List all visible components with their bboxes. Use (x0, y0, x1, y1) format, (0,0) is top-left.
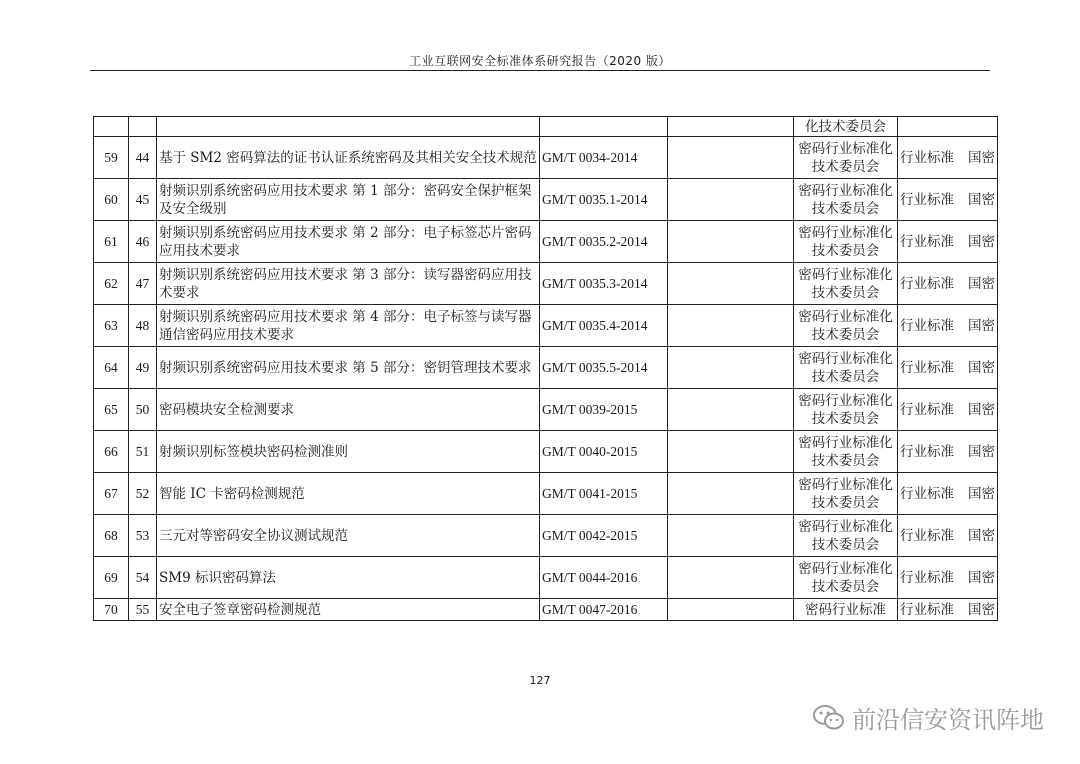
cell-blank (668, 599, 794, 621)
cell-domain: 国密 (968, 191, 995, 208)
cell-type: 行业标准 (900, 569, 954, 586)
cell-sub: 54 (129, 557, 157, 599)
table-row (94, 221, 998, 263)
standards-table (93, 116, 998, 621)
cell-type: 行业标准 (900, 317, 954, 334)
cell-code: GM/T 0035.4-2014 (540, 305, 668, 347)
cell-sub: 45 (129, 179, 157, 221)
cell-type: 行业标准 (900, 191, 954, 208)
cell-domain: 国密 (968, 317, 995, 334)
cell-code: GM/T 0034-2014 (540, 137, 668, 179)
cell-type (898, 117, 998, 137)
cell-type: 行业标准 (900, 601, 954, 618)
cell-code: GM/T 0041-2015 (540, 473, 668, 515)
cell-org: 化技术委员会 (794, 117, 898, 137)
cell-no: 65 (94, 389, 129, 431)
cell-type: 行业标准 (900, 233, 954, 250)
cell-type-domain (898, 599, 998, 621)
cell-code: GM/T 0035.1-2014 (540, 179, 668, 221)
cell-sub: 48 (129, 305, 157, 347)
cell-no: 68 (94, 515, 129, 557)
cell-org: 密码行业标准化技术委员会 (794, 557, 898, 599)
table-row (94, 389, 998, 431)
cell-no: 61 (94, 221, 129, 263)
cell-type-domain (898, 347, 998, 389)
cell-blank (668, 221, 794, 263)
cell-org: 密码行业标准化技术委员会 (794, 179, 898, 221)
table-row-continued (94, 117, 998, 137)
cell-blank (668, 431, 794, 473)
cell-name: 三元对等密码安全协议测试规范 (157, 515, 540, 557)
cell-code: GM/T 0035.5-2014 (540, 347, 668, 389)
cell-name: SM9 标识密码算法 (157, 557, 540, 599)
cell-domain: 国密 (968, 401, 995, 418)
cell-org: 密码行业标准化技术委员会 (794, 515, 898, 557)
cell-name: 射频识别标签模块密码检测准则 (157, 431, 540, 473)
cell-code: GM/T 0039-2015 (540, 389, 668, 431)
page-number: 127 (529, 674, 551, 687)
cell-domain: 国密 (968, 485, 995, 502)
cell-sub: 53 (129, 515, 157, 557)
cell-type: 行业标准 (900, 485, 954, 502)
cell-type-domain (898, 473, 998, 515)
cell-no: 66 (94, 431, 129, 473)
cell-type-domain (898, 557, 998, 599)
cell-name: 射频识别系统密码应用技术要求 第 1 部分：密码安全保护框架及安全级别 (157, 179, 540, 221)
cell-name: 密码模块安全检测要求 (157, 389, 540, 431)
watermark-text: 前沿信安资讯阵地 (852, 706, 1044, 734)
cell-sub: 50 (129, 389, 157, 431)
cell-no: 69 (94, 557, 129, 599)
cell-domain: 国密 (968, 359, 995, 376)
cell-no: 70 (94, 599, 129, 621)
cell-domain: 国密 (968, 443, 995, 460)
cell-blank (668, 305, 794, 347)
cell-name (157, 117, 540, 137)
cell-name: 射频识别系统密码应用技术要求 第 2 部分：电子标签芯片密码应用技术要求 (157, 221, 540, 263)
cell-type: 行业标准 (900, 443, 954, 460)
table-row (94, 599, 998, 621)
table-row (94, 305, 998, 347)
cell-code: GM/T 0040-2015 (540, 431, 668, 473)
cell-blank (668, 179, 794, 221)
cell-blank (668, 263, 794, 305)
cell-no: 62 (94, 263, 129, 305)
cell-code: GM/T 0044-2016 (540, 557, 668, 599)
cell-domain: 国密 (968, 569, 995, 586)
header-rule (90, 70, 990, 71)
cell-type: 行业标准 (900, 401, 954, 418)
cell-no: 63 (94, 305, 129, 347)
cell-sub: 46 (129, 221, 157, 263)
cell-blank (668, 515, 794, 557)
cell-no: 60 (94, 179, 129, 221)
cell-org: 密码行业标准化技术委员会 (794, 305, 898, 347)
page-header-title: 工业互联网安全标准体系研究报告（2020 版） (409, 54, 671, 68)
cell-blank (668, 389, 794, 431)
cell-type-domain (898, 263, 998, 305)
cell-no: 64 (94, 347, 129, 389)
cell-name: 安全电子签章密码检测规范 (157, 599, 540, 621)
cell-domain: 国密 (968, 527, 995, 544)
cell-sub: 47 (129, 263, 157, 305)
cell-domain: 国密 (968, 601, 995, 618)
cell-name: 基于 SM2 密码算法的证书认证系统密码及其相关安全技术规范 (157, 137, 540, 179)
cell-blank (668, 557, 794, 599)
cell-sub: 44 (129, 137, 157, 179)
cell-domain: 国密 (968, 233, 995, 250)
cell-org: 密码行业标准 (794, 599, 898, 621)
cell-domain: 国密 (968, 149, 995, 166)
cell-type-domain (898, 389, 998, 431)
cell-sub (129, 117, 157, 137)
cell-no: 59 (94, 137, 129, 179)
cell-org: 密码行业标准化技术委员会 (794, 347, 898, 389)
cell-domain: 国密 (968, 275, 995, 292)
cell-code: GM/T 0047-2016 (540, 599, 668, 621)
cell-type: 行业标准 (900, 149, 954, 166)
cell-type: 行业标准 (900, 527, 954, 544)
watermark (812, 700, 1044, 735)
cell-org: 密码行业标准化技术委员会 (794, 221, 898, 263)
table-row (94, 137, 998, 179)
cell-blank (668, 347, 794, 389)
cell-no: 67 (94, 473, 129, 515)
cell-type-domain (898, 305, 998, 347)
cell-blank (668, 117, 794, 137)
cell-sub: 49 (129, 347, 157, 389)
cell-blank (668, 137, 794, 179)
table-row (94, 179, 998, 221)
cell-org: 密码行业标准化技术委员会 (794, 263, 898, 305)
table-row (94, 263, 998, 305)
cell-sub: 51 (129, 431, 157, 473)
cell-name: 射频识别系统密码应用技术要求 第 3 部分：读写器密码应用技术要求 (157, 263, 540, 305)
wechat-icon (812, 704, 846, 732)
table-row (94, 557, 998, 599)
table-row (94, 515, 998, 557)
cell-name: 智能 IC 卡密码检测规范 (157, 473, 540, 515)
table-row (94, 347, 998, 389)
cell-code: GM/T 0042-2015 (540, 515, 668, 557)
cell-org: 密码行业标准化技术委员会 (794, 473, 898, 515)
cell-type-domain (898, 179, 998, 221)
cell-type-domain (898, 221, 998, 263)
cell-org: 密码行业标准化技术委员会 (794, 431, 898, 473)
cell-sub: 52 (129, 473, 157, 515)
cell-name: 射频识别系统密码应用技术要求 第 5 部分：密钥管理技术要求 (157, 347, 540, 389)
cell-type: 行业标准 (900, 275, 954, 292)
cell-org: 密码行业标准化技术委员会 (794, 389, 898, 431)
cell-blank (668, 473, 794, 515)
cell-type: 行业标准 (900, 359, 954, 376)
cell-type-domain (898, 515, 998, 557)
cell-code (540, 117, 668, 137)
cell-code: GM/T 0035.3-2014 (540, 263, 668, 305)
cell-type-domain (898, 431, 998, 473)
cell-org: 密码行业标准化技术委员会 (794, 137, 898, 179)
table-row (94, 431, 998, 473)
cell-sub: 55 (129, 599, 157, 621)
table-row (94, 473, 998, 515)
cell-type-domain (898, 137, 998, 179)
cell-name: 射频识别系统密码应用技术要求 第 4 部分：电子标签与读写器通信密码应用技术要求 (157, 305, 540, 347)
cell-code: GM/T 0035.2-2014 (540, 221, 668, 263)
cell-no (94, 117, 129, 137)
